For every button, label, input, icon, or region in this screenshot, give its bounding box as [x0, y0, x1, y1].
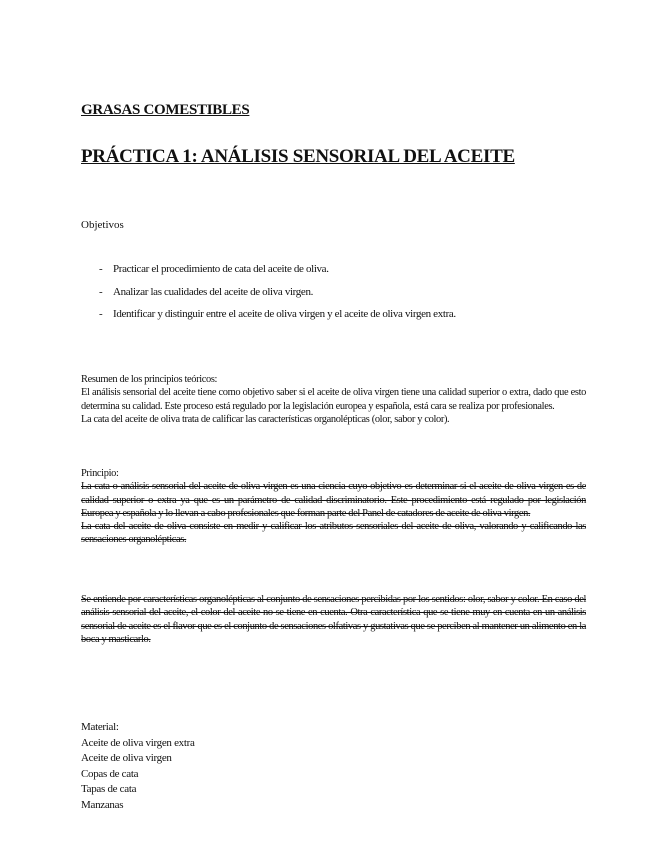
objective-item: - Identificar y distinguir entre el aceite de oliva virgen y el aceite de oliva virgen extra.	[99, 308, 456, 321]
materials-list	[81, 720, 195, 813]
material-item: Aceite de oliva virgen extra	[81, 736, 195, 749]
objectives-label: Objetivos	[81, 219, 124, 231]
objective-item: - Practicar el procedimiento de cata del aceite de oliva.	[99, 263, 456, 276]
summary-label: Resumen de los principios teóricos:	[81, 374, 218, 385]
material-item: Tapas de cata	[81, 783, 137, 795]
principle-paragraph: La cata del aceite de oliva consiste en medir y calificar los atributos sensoriales del aceite de oliva, valorando y calificando las sensaciones organolépticas.	[81, 521, 586, 546]
material-item: Aceite de oliva virgen	[81, 752, 172, 764]
material-item: Manzanas	[81, 798, 124, 811]
organoleptic-section	[81, 593, 586, 646]
principle-section	[81, 467, 586, 547]
organoleptic-paragraph: Se entiende por características organolépticas al conjunto de sensaciones percibidas por los sentidos: olor, sabor y color. En caso del análisis sensorial del aceite, el color del aceite no se tiene en cuenta. Otra característica que se tiene muy en cuenta en un análisis sensorial de aceite es el flavor que es el conjunto de sensaciones olfativas y gustativas que se perciben al mantener un alimento en la boca y masticarlo.	[81, 594, 586, 645]
summary-paragraph: La cata del aceite de oliva trata de calificar las características organolépticas (olor, sabor y color).	[81, 413, 450, 425]
principle-label: Principio:	[81, 468, 119, 479]
summary-section	[81, 373, 586, 426]
material-item: Copas de cata	[81, 767, 139, 780]
subject-heading: GRASAS COMESTIBLES	[81, 102, 250, 118]
objective-item: - Analizar las cualidades del aceite de oliva virgen.	[99, 286, 456, 299]
summary-paragraph: El análisis sensorial del aceite tiene como objetivo saber si el aceite de oliva virgen tiene una calidad superior o extra, dado que esto determina su calidad. Este proceso está regulado por la legislación europea y española, está cara se realiza por profesionales.	[81, 387, 586, 412]
materials-label: Material:	[81, 721, 119, 733]
objectives-list	[99, 263, 456, 331]
page-title: PRÁCTICA 1: ANÁLISIS SENSORIAL DEL ACEITE	[81, 146, 515, 167]
principle-paragraph: La cata o análisis sensorial del aceite de oliva virgen es una ciencia cuyo objetivo es determinar si el aceite de oliva virgen es de calidad superior o extra ya que es un parámetro de calidad discriminatorio. Este procedimiento está regulado por legislación Europea y española y lo llevan a cabo profesionales que forman parte del Panel de catadores de aceite de oliva virgen.	[81, 481, 586, 519]
